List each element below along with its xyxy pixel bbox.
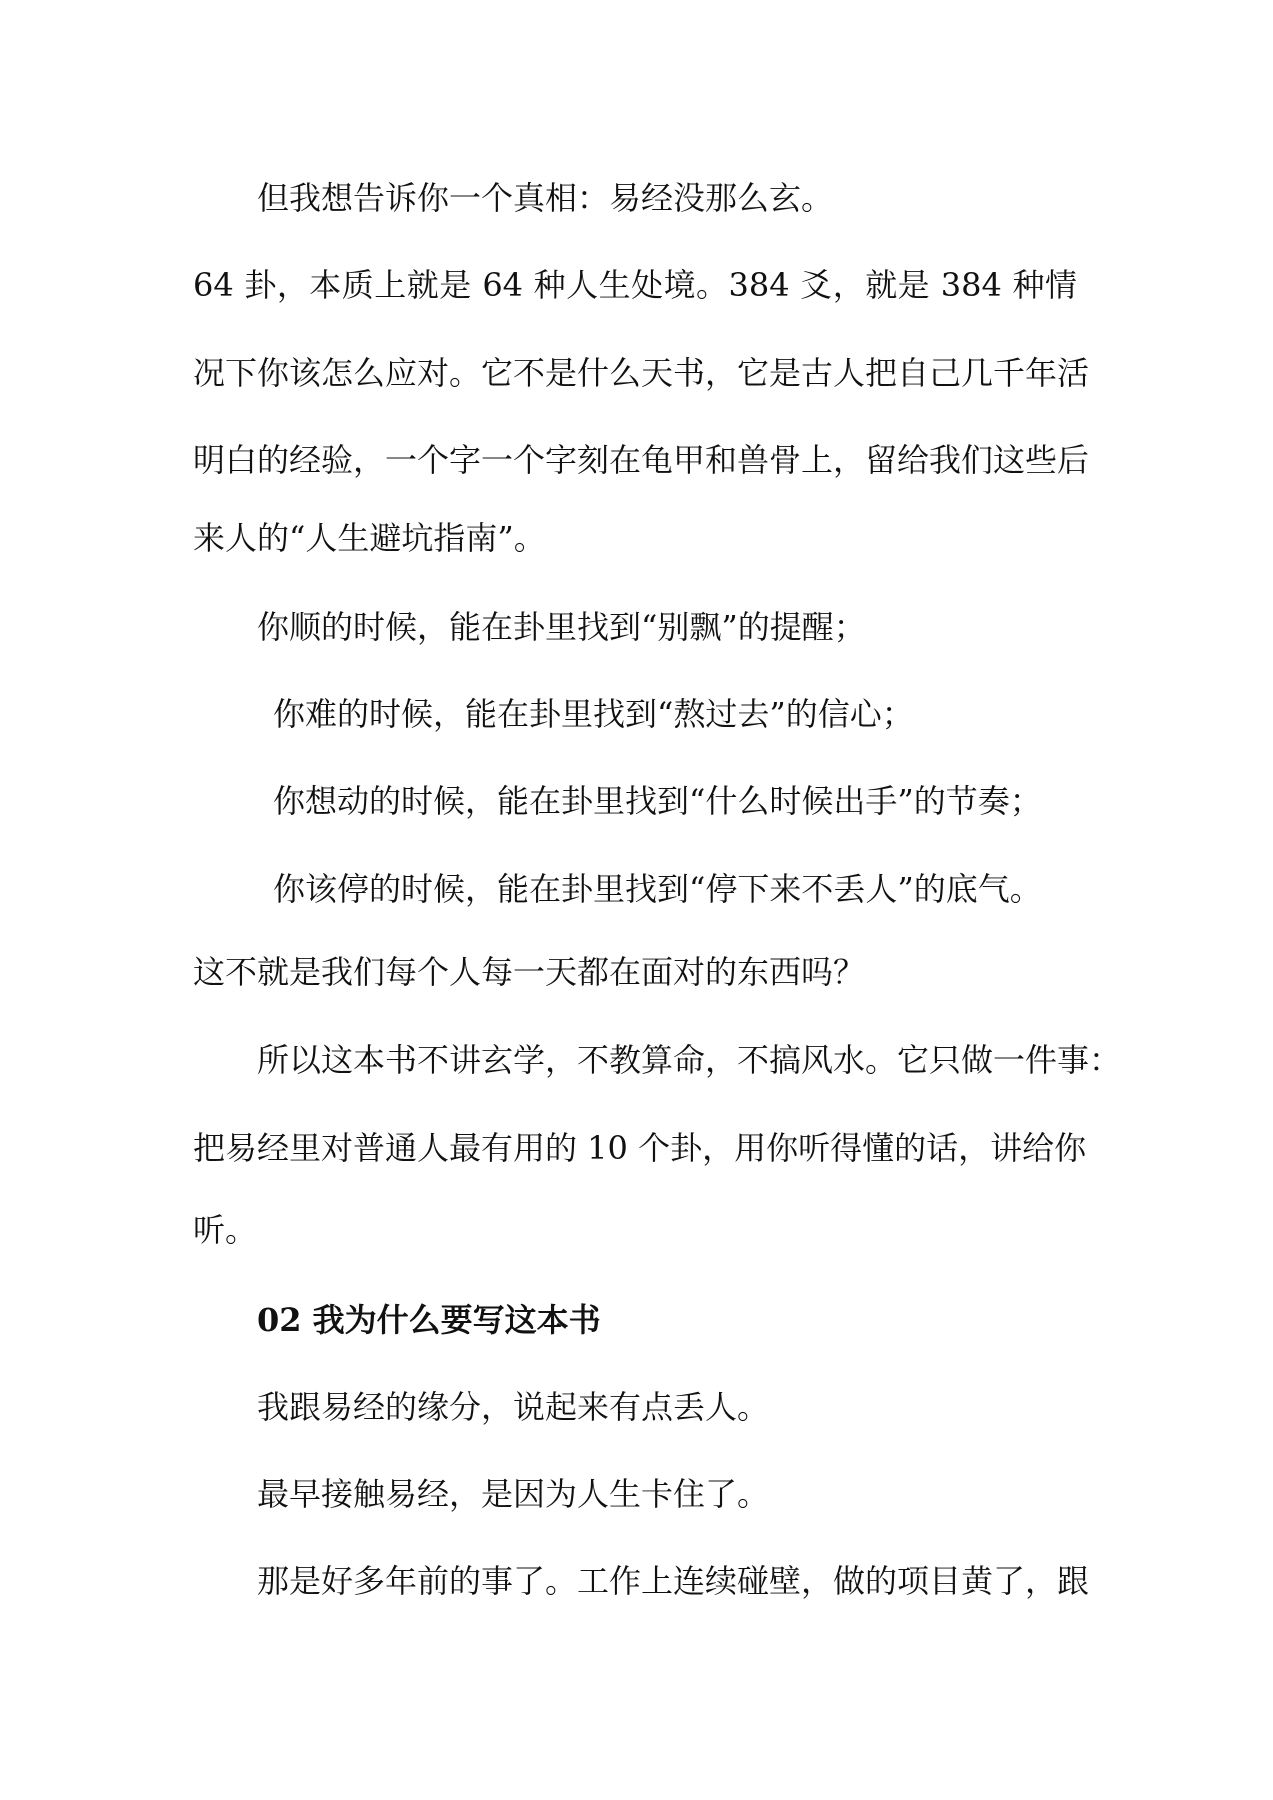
paragraph-line: 64 卦，本质上就是 64 种人生处境。384 爻，就是 384 种情 [193,266,1077,304]
paragraph-line: 你难的时候，能在卦里找到“熬过去”的信心； [273,695,914,733]
paragraph-line: 听。 [193,1211,258,1249]
paragraph-line: 来人的“人生避坑指南”。 [193,519,546,557]
paragraph-line: 那是好多年前的事了。工作上连续碰壁，做的项目黄了，跟 [257,1562,1090,1600]
paragraph-line: 你想动的时候，能在卦里找到“什么时候出手”的节奏； [273,782,1042,820]
paragraph-line: 把易经里对普通人最有用的 10 个卦，用你听得懂的话，讲给你 [193,1129,1087,1167]
paragraph-line: 这不就是我们每个人每一天都在面对的东西吗？ [193,953,866,991]
section-heading: 02 我为什么要写这本书 [257,1301,601,1339]
paragraph-line: 明白的经验，一个字一个字刻在龟甲和兽骨上，留给我们这些后 [193,441,1090,479]
paragraph-line: 你该停的时候，能在卦里找到“停下来不丢人”的底气。 [273,870,1042,908]
paragraph-line: 最早接触易经，是因为人生卡住了。 [257,1475,770,1513]
paragraph-line: 所以这本书不讲玄学，不教算命，不搞风水。它只做一件事： [257,1041,1122,1079]
paragraph-line: 我跟易经的缘分，说起来有点丢人。 [257,1388,770,1426]
paragraph-line: 你顺的时候，能在卦里找到“别飘”的提醒； [257,608,866,646]
paragraph-line: 况下你该怎么应对。它不是什么天书，它是古人把自己几千年活 [193,354,1090,392]
paragraph-line: 但我想告诉你一个真相：易经没那么玄。 [257,179,834,217]
